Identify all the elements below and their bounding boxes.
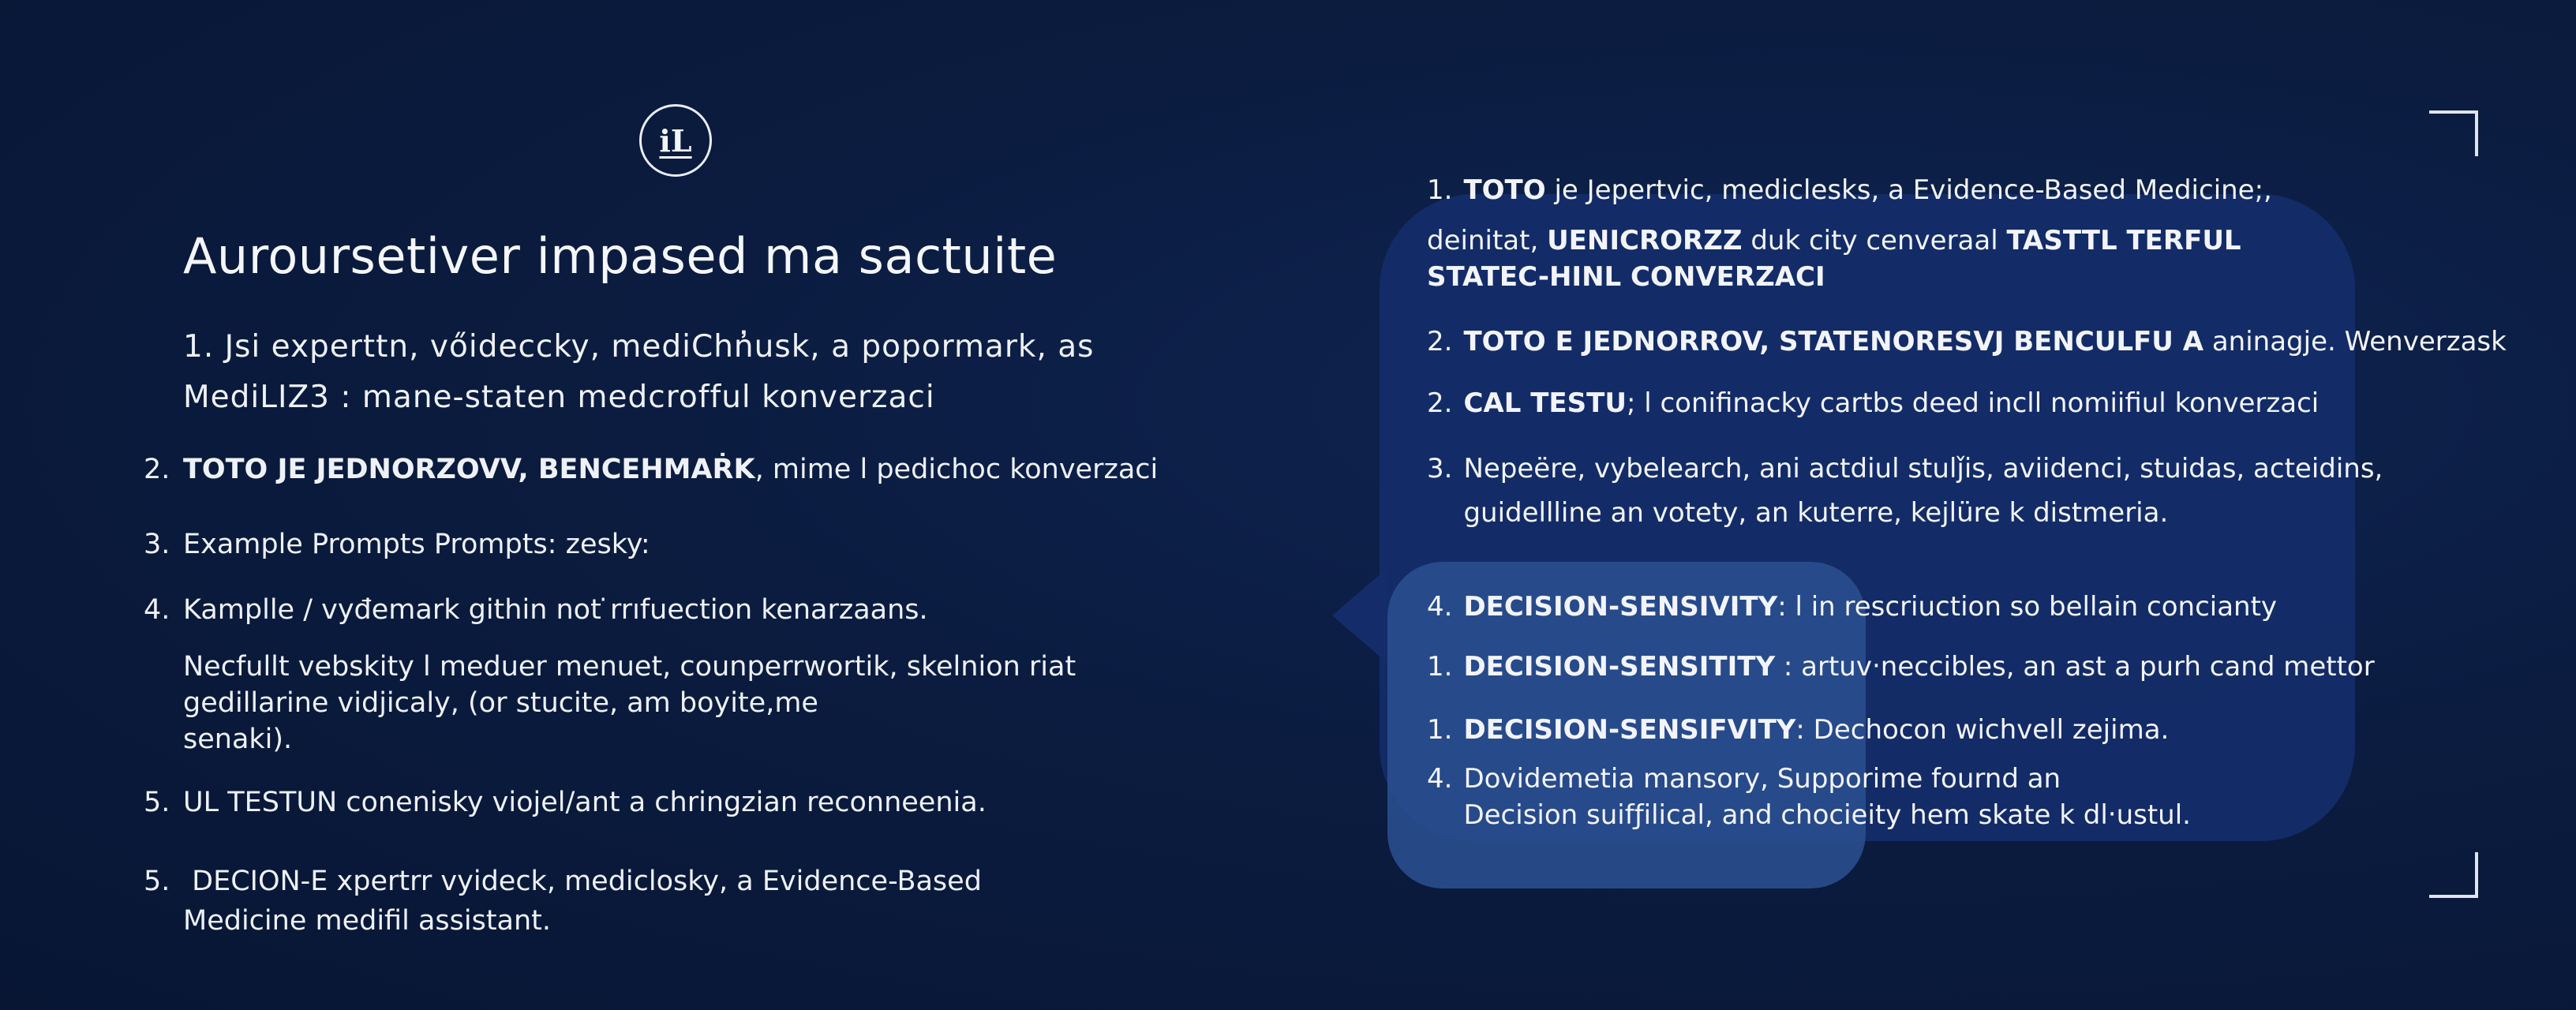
list-number: 3. (1427, 453, 1453, 484)
right-list-item (1427, 761, 2191, 833)
list-text-rest: aninagje. Wenverzask (2203, 326, 2507, 357)
list-text-rest: : artuv‧neccibles, an ast a purh cand mettor (1775, 651, 2375, 683)
list-text-line: Medicine medifil assistant. (183, 905, 552, 937)
list-bold-text: DECISION-SENSIVITY (1463, 591, 1778, 623)
list-number: 4. (1427, 591, 1453, 623)
intro-paragraph (183, 322, 1178, 423)
list-number: 1. (1427, 174, 1453, 206)
list-item (144, 784, 1193, 821)
description-line: gedillarine vidjicaly, (or stucite, am boyite,me (183, 687, 818, 719)
list-text: Example Prompts Prompts: zesky: (183, 529, 650, 560)
list-number: 5. (144, 866, 170, 897)
list-item (144, 862, 1193, 941)
list-bold-text: TASTTL TERFUL (2006, 225, 2241, 256)
list-text-line: Decision suifƒilical, and chocieity hem skate k dl‧ustul. (1463, 799, 2191, 831)
list-number: 5. (144, 787, 170, 818)
list-bold-text: STATEC-HINL CONVERZACI (1427, 261, 1825, 293)
right-list-item (1427, 649, 2375, 685)
list-text (1463, 172, 2271, 208)
page-title: Auroursetiver impased ma sactuite (183, 227, 1058, 285)
list-bold-text: DECISION-SENSITITY (1463, 651, 1776, 683)
description-line: senaki). (183, 724, 293, 755)
list-number: 1. (1427, 714, 1453, 746)
list-number: 2. (144, 454, 170, 485)
list-bold-text: TOTO E JEDNORROV, STATENORESVJ BENCULFU A (1463, 326, 2204, 357)
list-number: 3. (144, 529, 170, 560)
list-bold-text: DECISION-SENSIFVITY (1463, 714, 1796, 746)
list-text-rest: : Dechocon wichvell zejima. (1795, 714, 2170, 746)
list-number: 2. (1427, 326, 1453, 357)
list-text (1463, 761, 2191, 833)
list-text (1463, 589, 2277, 625)
list-text-rest: ; l conifinacky cartbs deed incll nomiifiul konverzaci (1626, 387, 2320, 419)
right-list-item (1427, 712, 2169, 748)
corner-bracket-top-right (2429, 110, 2478, 156)
list-text-line: guidellline an votety, an kuterre, kejlüre k distmeria. (1463, 497, 2169, 529)
intro-line: 1. Jsi experttn, vőideccky, mediChn̓usk, a popormark, as (183, 329, 1095, 365)
list-number: 1. (1427, 651, 1453, 683)
description-line: Necfullt vebskity l meduer menuet, counperrwortik, skelnion riat (183, 651, 1076, 683)
list-number: 4. (144, 594, 170, 626)
list-text (1463, 649, 2374, 685)
list-bold-text: TOTO (1463, 174, 1546, 206)
list-text-rest: deinitat, (1427, 225, 1548, 256)
list-bold-text: CAL TESTU (1463, 387, 1627, 419)
list-text-line: Dovidemetia mansory, Supporime fournd an (1463, 763, 2061, 795)
right-list-item (1427, 324, 2507, 360)
right-list-item (1427, 172, 2272, 208)
list-item (144, 592, 1193, 628)
list-text-rest: duk city cenveraal (1742, 225, 2007, 256)
right-list-item (1427, 447, 2383, 535)
list-number: 2. (1427, 387, 1453, 419)
list-item (144, 451, 1193, 488)
list-text-rest: : l in rescriuction so bellain concianty (1777, 591, 2278, 623)
intro-line: MediLIZ3 : mane-staten medcrofful konverzaci (183, 380, 935, 415)
list-item (144, 526, 1193, 563)
list-text: UL TESTUN conenisky viojel/ant a chringzian reconneenia. (183, 787, 987, 818)
list-text-line: DECION-E xpertrr vyideck, mediclosky, a Evidence-Based (183, 866, 982, 897)
list-text (1463, 324, 2506, 360)
list-text (1463, 385, 2319, 421)
list-text (1463, 447, 2383, 535)
corner-bracket-bottom-right (2429, 852, 2478, 898)
list-text-line (1427, 223, 2241, 259)
list-text: Kamplle / vyđemark githin not ̇rrıfuection kenarzaans. (183, 594, 928, 626)
right-list-item (1427, 589, 2277, 625)
list-text-rest: je Jepertvic, mediclesks, a Evidence-Based Medicine;, (1545, 174, 2272, 206)
list-number: 4. (1427, 763, 1453, 795)
list-text (1463, 712, 2169, 748)
list-text (183, 862, 1193, 941)
right-list-continuation (1427, 223, 2241, 295)
list-text (183, 451, 1193, 488)
list-text-rest: , mime l pedichoc konverzaci (754, 454, 1159, 485)
right-list-item (1427, 385, 2319, 421)
list-text-line (1427, 259, 2241, 295)
list-bold-text: UENICRORZZ (1547, 225, 1743, 256)
list-bold-text: TOTO JE JEDNORZOVV, BENCEHMAṘK (183, 454, 755, 485)
list-text-line: Nepeёre, vybelearch, ani actdiul stulǰis, aviidenci, stuidas, acteidins, (1463, 453, 2383, 484)
logo-badge-icon: iL (639, 104, 712, 177)
list-description (183, 649, 1178, 758)
